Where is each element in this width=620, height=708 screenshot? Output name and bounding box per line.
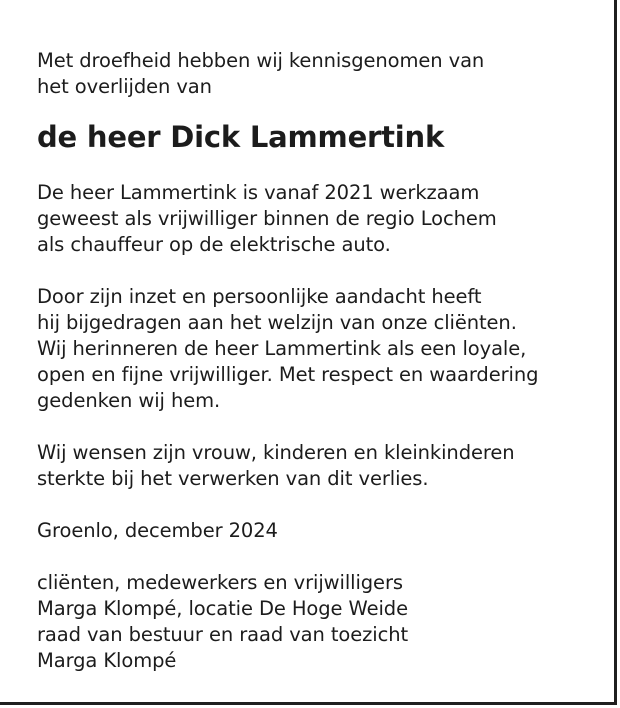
intro-line: Met droefheid hebben wij kennisgenomen van <box>37 49 485 72</box>
signature-line: raad van bestuur en raad van toezicht <box>37 623 408 646</box>
paragraph-line: Door zijn inzet en persoonlijke aandacht heeft <box>37 285 482 308</box>
paragraph-line: Wij herinneren de heer Lammertink als een loyale, <box>37 337 527 360</box>
paragraph-line: open en fijne vrijwilliger. Met respect en waardering <box>37 363 539 386</box>
intro-text <box>37 48 597 100</box>
signature-line: cliënten, medewerkers en vrijwilligers <box>37 571 403 594</box>
paragraph-tribute <box>37 284 597 414</box>
paragraph-line: hij bijgedragen aan het welzijn van onze cliënten. <box>37 311 517 334</box>
paragraph-condolences <box>37 440 597 492</box>
paragraph-line: Wij wensen zijn vrouw, kinderen en kleinkinderen <box>37 441 515 464</box>
intro-line: het overlijden van <box>37 75 212 98</box>
signatures <box>37 570 597 674</box>
notice-content <box>37 48 597 674</box>
deceased-name-heading: de heer Dick Lammertink <box>37 120 445 154</box>
paragraph-volunteer-role <box>37 180 597 258</box>
paragraph-line: De heer Lammertink is vanaf 2021 werkzaam <box>37 181 480 204</box>
signature-line: Marga Klompé <box>37 649 177 672</box>
paragraph-line: geweest als vrijwilliger binnen de regio Lochem <box>37 207 497 230</box>
signature-line: Marga Klompé, locatie De Hoge Weide <box>37 597 408 620</box>
paragraph-line: als chauffeur op de elektrische auto. <box>37 233 391 256</box>
paragraph-line: sterkte bij het verwerken van dit verlies. <box>37 467 429 490</box>
place-date: Groenlo, december 2024 <box>37 519 278 542</box>
paragraph-line: gedenken wij hem. <box>37 389 221 412</box>
